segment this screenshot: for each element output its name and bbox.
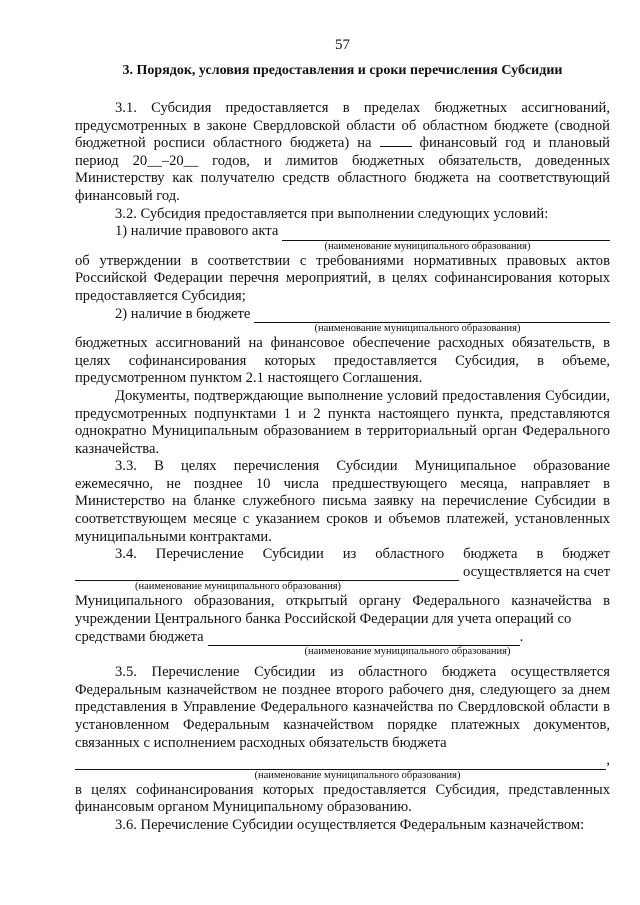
condition-2-caption: (наименование муниципального образования) [314, 323, 521, 335]
condition-2-row [75, 306, 610, 324]
condition-1-label: 1) наличие правового акта [115, 223, 279, 240]
condition-1-blank [282, 226, 610, 241]
paragraph-3-5: 3.5. Перечисление Субсидии из областного бюджета осуществляется Федеральным казначейством не позднее второго рабочего дня, следующего за днем представления в Управление Федерального казначейства по Свердловской области в установленном Федеральным казначейством порядке платежных документов, связанных с исполнением расходных обязательств бюджета [75, 664, 610, 751]
paragraph-3-5-blank-row [75, 752, 610, 770]
documents-paragraph: Документы, подтверждающие выполнение условий предоставления Субсидии, предусмотренных подпунктами 1 и 2 пункта настоящего пункта, представляются однократно Муниципальным образованием в территориальный орган Федерального казначейства. [75, 387, 610, 457]
condition-1-row [75, 223, 610, 241]
paragraph-3-3: 3.3. В целях перечисления Субсидии Муниципальное образование ежемесячно, не позднее 10 числа предшествующего месяца, направляет в Министерство на бланке служебного письма заявку на перечисление Субсидии в соответствующем месяце с указанием сроков и объемов платежей, установленных муниципальными контрактами. [75, 458, 610, 545]
paragraph-3-6: 3.6. Перечисление Субсидии осуществляется Федеральным казначейством: [115, 816, 585, 833]
paragraph-3-4-caption1: (наименование муниципального образования) [135, 581, 342, 593]
paragraph-3-4-caption2: (наименование муниципального образования) [304, 646, 511, 658]
paragraph-3-4-last-blank [208, 631, 520, 646]
condition-2-text: бюджетных ассигнований на финансовое обеспечение расходных обязательств, в целях софинансирования которых предоставляется Субсидия, в объеме, предусмотренном пунктом 2.1 настоящего Соглашения. [75, 335, 610, 387]
paragraph-3-5-caption: (наименование муниципального образования) [254, 769, 461, 781]
paragraph-3-4-last-row [75, 629, 610, 647]
paragraph-3-1-part1: 3.1. Субсидия предоставляется в пределах бюджетных ассигнований, предусмотренных в законе Свердловской области об областном бюджете (сводной бюджетной росписи областного бюджета) на [75, 100, 610, 152]
paragraph-3-4-line1: 3.4. Перечисление Субсидии из областного бюджета в бюджет [115, 546, 610, 563]
paragraph-3-4-last-label: средствами бюджета [75, 628, 204, 645]
condition-2-blank [254, 308, 610, 323]
paragraph-3-5-comma: , [606, 752, 610, 769]
paragraph-3-5-text2: в целях софинансирования которых предоставляется Субсидия, представленных финансовым органом Муниципальному образованию. [75, 781, 610, 816]
paragraph-3-1 [75, 100, 610, 206]
condition-1-caption: (наименование муниципального образования) [324, 240, 531, 252]
paragraph-3-4-period: . [519, 628, 524, 645]
blank-year [380, 146, 412, 147]
paragraph-3-4-blank [75, 566, 459, 581]
paragraph-3-4-line2 [75, 564, 610, 582]
condition-1-text: об утверждении в соответствии с требованиями нормативных правовых актов Российской Федерации перечня мероприятий, в целях софинансирования которых предоставляется Субсидия; [75, 252, 610, 304]
paragraph-3-1-part2: финансовый год и плановый период 20__–20__ годов, и лимитов бюджетных обязательств, доведенных Министерству как получателю средств областного бюджета на соответствующий финансовый год. [75, 135, 610, 204]
paragraph-3-4-tail: осуществляется на счет [462, 563, 610, 580]
paragraph-3-4-text: Муниципального образования, открытый органу Федерального казначейства в учреждении Центрального банка Российской Федерации для учета операций со [75, 593, 610, 628]
page-number: 57 [335, 37, 350, 53]
paragraph-3-5-blank [75, 755, 606, 770]
condition-2-label: 2) наличие в бюджете [115, 305, 251, 322]
section-title: 3. Порядок, условия предоставления и сроки перечисления Субсидии [122, 63, 563, 78]
paragraph-3-2-intro: 3.2. Субсидия предоставляется при выполнении следующих условий: [115, 205, 549, 222]
